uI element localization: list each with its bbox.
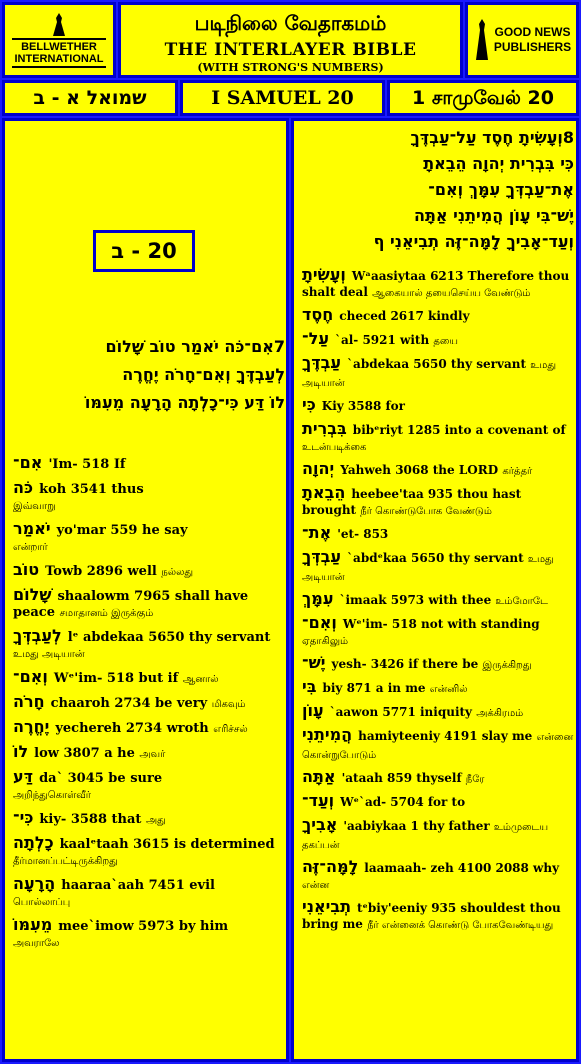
tamil-gloss: எரிச்சல்: [213, 724, 248, 735]
reference-english: I SAMUEL 20: [180, 80, 385, 116]
preacher-figure-icon: [473, 18, 491, 62]
word-entry: [302, 461, 574, 480]
gloss: `aawon 5771 iniquity: [329, 705, 473, 719]
tamil-gloss: சமாதானம் இருக்கும்: [59, 608, 154, 619]
hebrew-word: אָבִיךָ: [302, 815, 338, 834]
right-word-list: [302, 267, 574, 939]
word-entry: [302, 525, 574, 544]
verse-line: לְעַבְדֶּךָ וְאִם־חָרֹה יֶחֱרֶה: [122, 365, 285, 384]
gloss: 'Im- 518 If: [48, 457, 126, 472]
tamil-gloss: என்னை கொன்றுபோடும்: [302, 732, 574, 761]
gloss: biy 871 a in me: [322, 681, 426, 695]
word-entry: [302, 899, 574, 934]
title-panel: [118, 2, 463, 78]
gloss: 'ataah 859 thyself: [341, 771, 462, 785]
word-entry: [13, 694, 283, 713]
word-entry: [302, 421, 574, 456]
gloss: checed 2617 kindly: [339, 309, 470, 323]
hebrew-word: עַל־: [302, 329, 329, 348]
tamil-gloss: உம்மோடே: [495, 596, 548, 607]
gloss: Towb 2896 well: [45, 564, 157, 579]
verse-line: 8וְעָשִׂיתָ חֶסֶד עַל־עַבְדֶּךָ: [410, 128, 574, 147]
word-entry: [302, 355, 574, 392]
hebrew-word: לוֹ: [13, 742, 29, 761]
gloss: bibᵉriyt 1285 into a covenant of: [352, 423, 566, 437]
gloss: heebee'taa 935 thou hast brought: [302, 487, 522, 517]
tamil-gloss: மிகவும்: [211, 699, 246, 710]
gloss: shaalowm 7965 shall have peace: [13, 589, 249, 620]
tamil-gloss: ஆகையால் தயைசெய்ய வேண்டும்: [372, 288, 531, 299]
word-entry: [302, 793, 574, 812]
tamil-gloss: என்னில்: [429, 684, 468, 695]
gloss: da` 3045 be sure: [39, 771, 163, 786]
hebrew-word: אַתָּה: [302, 767, 336, 786]
word-entry: [302, 591, 574, 610]
hebrew-word: הֲמִיתֵנִי: [302, 725, 353, 744]
reference-hebrew: שמואל א - ב: [2, 80, 178, 116]
hebrew-word: עִמָּךְ: [302, 589, 334, 608]
tamil-gloss: தீர்மானப்பட்டிருக்கிறது: [13, 856, 118, 867]
hebrew-word: עַבְדְּךָ: [302, 547, 342, 566]
tamil-gloss: என்ன: [302, 880, 330, 891]
hebrew-word: לָמָּה־זֶּה: [302, 857, 359, 876]
tamil-gloss: இருக்கிறது: [482, 660, 532, 671]
gloss: Wᵉ'im- 518 but if: [53, 671, 179, 686]
tamil-gloss: ஏதாகிலும்: [302, 636, 349, 647]
verse-line: וְעַד־אָבִיךָ לָמָּה־זֶּה תְבִיאֵנִי ף: [373, 232, 574, 251]
gloss: Yahweh 3068 the LORD: [340, 463, 499, 477]
word-entry: [13, 480, 283, 515]
hebrew-word: עַבְדֶּךָ: [302, 353, 342, 372]
hebrew-word: יֶחֱרֶה: [13, 717, 50, 736]
verse-line: כִּי בִּבְרִית יְהוָה הֵבֵאתָ: [423, 154, 574, 173]
tamil-gloss: நல்லது: [161, 567, 194, 578]
word-entry: [302, 727, 574, 764]
chapter-marker: 20 - ב: [93, 230, 195, 272]
word-entry: [13, 521, 283, 556]
verse-line: אֶת־עַבְדְּךָ עִמָּךְ וְאִם־: [428, 180, 574, 199]
tamil-gloss: அறிந்துகொள்வீர்: [13, 790, 92, 801]
word-entry: [302, 549, 574, 586]
tamil-gloss: அக்கிரமம்: [476, 708, 524, 719]
hebrew-word: אֶת־: [302, 523, 332, 542]
word-entry: [302, 397, 574, 416]
verse-7-hebrew: [13, 333, 285, 417]
verse-line: יֶשׁ־בִּי עָוֹן הֲמִיתֵנִי אַתָּה: [413, 206, 574, 225]
word-entry: [13, 719, 283, 738]
gloss: 'et- 853: [337, 527, 389, 541]
hebrew-word: וְעַד־: [302, 791, 335, 810]
reference-tamil: 1 சாமுவேல் 20: [387, 80, 579, 116]
word-entry: [13, 876, 283, 911]
good-news-logo: [465, 2, 579, 78]
word-entry: [13, 744, 283, 763]
gloss: laamaah- zeh 4100 2088 why: [364, 861, 560, 875]
word-entry: [302, 615, 574, 650]
right-column: [291, 118, 579, 1062]
hebrew-word: שָׁלוֹם: [13, 585, 52, 604]
tamil-gloss: நீர் கொண்டுபோக வேண்டும்: [360, 506, 492, 517]
word-entry: [13, 455, 283, 474]
gloss: hamiyteeniy 4191 slay me: [358, 729, 533, 743]
word-entry: [302, 679, 574, 698]
gloss: kaalᵉtaah 3615 is determined: [59, 837, 275, 852]
gloss: kiy- 3588 that: [39, 812, 142, 827]
gloss: haaraa`aah 7451 evil: [61, 878, 215, 893]
left-word-list: [13, 455, 283, 958]
hebrew-word: יֶשׁ־: [302, 653, 326, 672]
hebrew-word: טוֹב: [13, 560, 40, 579]
hebrew-word: בִּבְרִית: [302, 419, 347, 438]
gloss: tᵉbiy'eeniy 935 shouldest thou bring me: [302, 901, 561, 931]
tamil-gloss: என்றார்: [13, 542, 48, 553]
tamil-gloss: நீரே: [465, 774, 485, 785]
hebrew-word: וְעָשִׂיתָ: [302, 265, 346, 284]
tamil-gloss: அவராலே: [13, 938, 60, 949]
gloss: Wᵉ`ad- 5704 for to: [340, 795, 466, 809]
tamil-gloss: உமது அடியான்: [302, 554, 554, 583]
gloss: Wᵉ'im- 518 not with standing: [342, 617, 540, 631]
hebrew-word: אִם־: [13, 453, 43, 472]
gloss: lᵉ abdekaa 5650 thy servant: [67, 630, 271, 645]
tamil-gloss: இவ்வாறு: [13, 501, 56, 512]
hebrew-word: הָרָעָה: [13, 874, 56, 893]
word-entry: [302, 331, 574, 350]
bellwether-logo: [2, 2, 116, 78]
word-entry: [302, 769, 574, 788]
hebrew-word: עָוֹן: [302, 701, 324, 720]
hebrew-word: וְאִם־: [13, 667, 48, 686]
tamil-gloss: அவர்: [139, 749, 166, 760]
gloss: chaaroh 2734 be very: [50, 696, 208, 711]
tamil-gloss: உம்முடைய தகப்பன்: [302, 822, 549, 851]
word-entry: [302, 267, 574, 302]
hebrew-word: לְעַבְדְּךָ: [13, 626, 62, 645]
word-entry: [13, 587, 283, 622]
hebrew-word: דַּע: [13, 767, 34, 786]
hebrew-word: כִּי: [302, 395, 316, 414]
gloss: yesh- 3426 if there be: [331, 657, 479, 671]
hebrew-word: הֵבֵאתָ: [302, 483, 346, 502]
tamil-gloss: தயை: [433, 336, 458, 347]
word-entry: [13, 810, 283, 829]
verse-line: 7אִם־כֹּה יֹאמַר טוֹב שָׁלוֹם: [105, 337, 285, 356]
word-entry: [13, 917, 283, 952]
subtitle: (WITH STRONG'S NUMBERS): [197, 61, 384, 74]
hebrew-word: חָרֹה: [13, 692, 45, 711]
hebrew-word: כָלְתָה: [13, 833, 54, 852]
hebrew-word: יְהוָה: [302, 459, 335, 478]
tamil-gloss: உடன்படிக்கை: [302, 442, 367, 453]
reader-figure-icon: [48, 12, 70, 38]
good-news-logo-text: GOOD NEWS PUBLISHERS: [493, 25, 572, 54]
word-entry: [13, 769, 283, 804]
tamil-gloss: கர்த்தர்: [502, 466, 533, 477]
verse-8-hebrew: [300, 125, 574, 255]
word-entry: [13, 669, 283, 688]
gloss: Wᵃaasiytaa 6213 Therefore thou shalt deal: [302, 269, 570, 299]
bellwether-logo-text: BELLWETHER INTERNATIONAL: [12, 38, 105, 68]
gloss: koh 3541 thus: [39, 482, 144, 497]
word-entry: [13, 628, 283, 663]
word-entry: [13, 835, 283, 870]
hebrew-word: כֹּה: [13, 478, 34, 497]
gloss: `imaak 5973 with thee: [339, 593, 492, 607]
gloss: `al- 5921 with: [334, 333, 430, 347]
word-entry: [302, 703, 574, 722]
hebrew-word: כִּי־: [13, 808, 34, 827]
tamil-gloss: உமது அடியான்: [13, 649, 85, 660]
word-entry: [302, 859, 574, 894]
word-entry: [302, 655, 574, 674]
word-entry: [302, 485, 574, 520]
gloss: `abdᵉkaa 5650 thy servant: [347, 551, 524, 565]
hebrew-word: מֵעִמּוֹ: [13, 915, 53, 934]
verse-line: לוֹ דַּע כִּי־כָלְתָה הָרָעָה מֵעִמּוֹ: [84, 393, 285, 412]
title-english: THE INTERLAYER BIBLE: [164, 40, 417, 60]
hebrew-word: חֶסֶד: [302, 305, 334, 324]
word-entry: [302, 307, 574, 326]
gloss: 'aabiykaa 1 thy father: [343, 819, 490, 833]
title-tamil: படிநிலை வேதாகமம்: [194, 11, 387, 35]
gloss: low 3807 a he: [34, 746, 135, 761]
tamil-gloss: நீர் என்னைக் கொண்டு போகவேண்டியது: [367, 920, 554, 931]
tamil-gloss: அது: [145, 815, 166, 826]
tamil-gloss: உமது அடியான்: [302, 360, 556, 389]
word-entry: [302, 817, 574, 854]
gloss: yechereh 2734 wroth: [55, 721, 209, 736]
hebrew-word: וְאִם־: [302, 613, 337, 632]
left-column: [2, 118, 289, 1062]
hebrew-word: בִּי: [302, 677, 317, 696]
gloss: yo'mar 559 he say: [56, 523, 188, 538]
tamil-gloss: ஆனால்: [182, 674, 219, 685]
tamil-gloss: பொல்லாப்பு: [13, 897, 71, 908]
gloss: Kiy 3588 for: [321, 399, 405, 413]
hebrew-word: תְבִיאֵנִי: [302, 897, 352, 916]
hebrew-word: יֹאמַר: [13, 519, 51, 538]
word-entry: [13, 562, 283, 581]
gloss: `abdekaa 5650 thy servant: [347, 357, 527, 371]
gloss: mee`imow 5973 by him: [58, 919, 229, 934]
